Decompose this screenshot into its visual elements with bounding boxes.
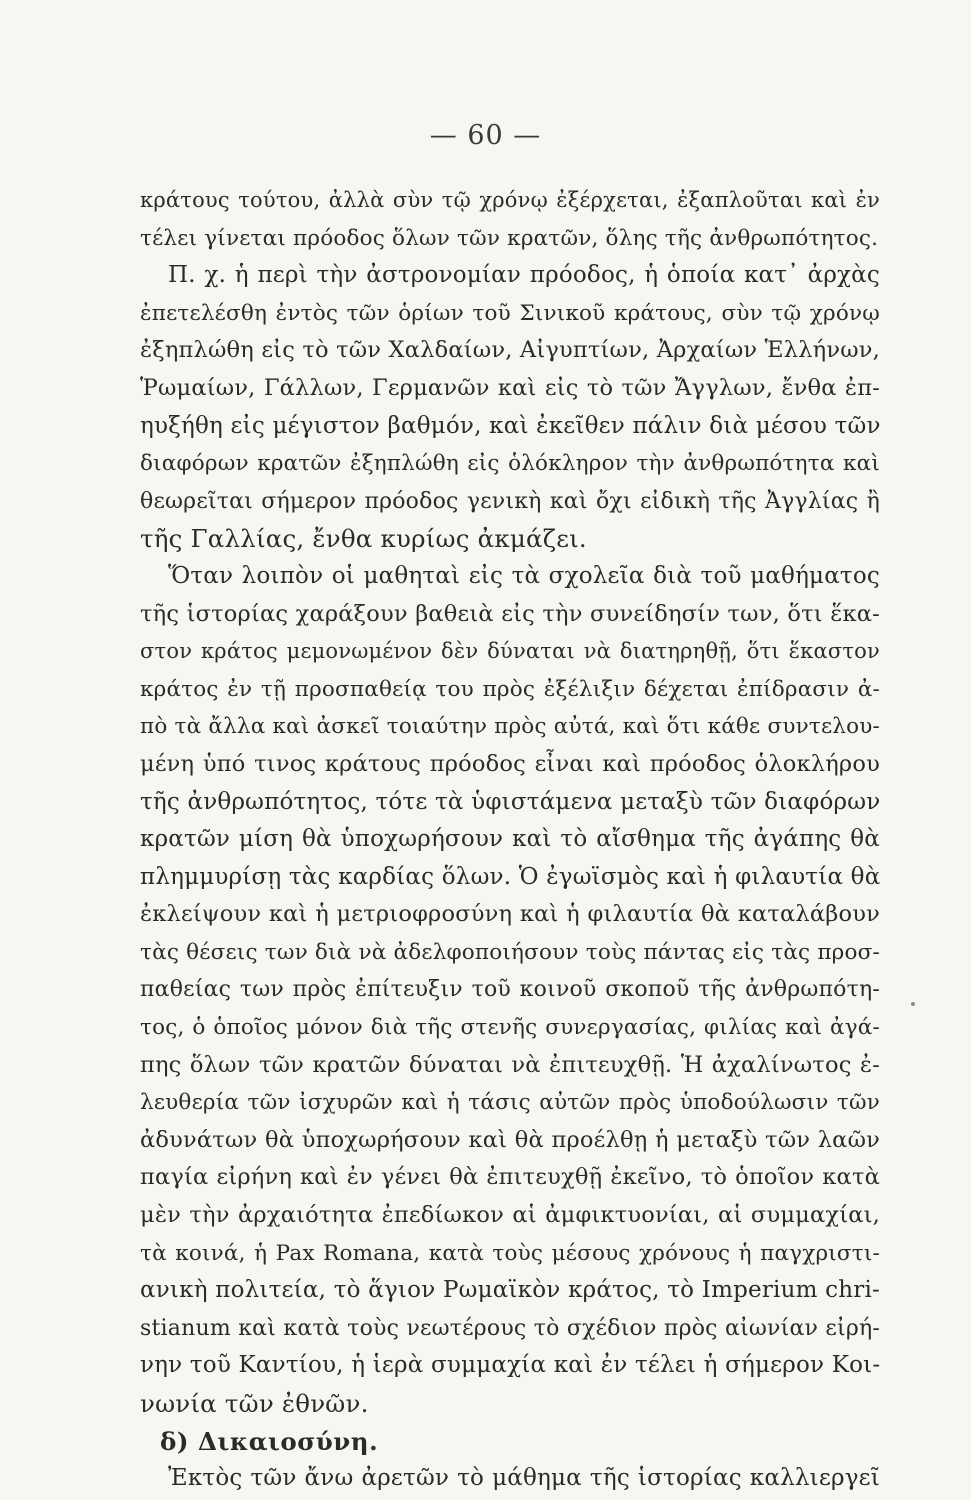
text-line: θεωρεῖται σήμερον πρόοδος γενικὴ καὶ ὄχι εἰδικὴ τῆς Ἀγγλίας ἢ <box>140 488 880 514</box>
page-number: — 60 — <box>429 120 542 151</box>
text-line: τέλει γίνεται πρόοδος ὅλων τῶν κρατῶν, ὅλης τῆς ἀνθρωπότητος. <box>140 225 879 251</box>
text-line: στον κράτος μεμονωμένον δὲν δύναται νὰ διατηρηθῇ, ὅτι ἕκαστον <box>140 639 880 664</box>
text-line: πὸ τὰ ἄλλα καὶ ἀσκεῖ τοιαύτην πρὸς αὐτά, καὶ ὅτι κάθε συντελου- <box>140 714 880 740</box>
text-line: τὰς θέσεις των διὰ νὰ ἀδελφοποιήσουν τοὺς πάντας εἰς τὰς προσ- <box>140 939 880 965</box>
text-line: κράτος ἐν τῇ προσπαθείᾳ του πρὸς ἐξέλιξιν δέχεται ἐπίδρασιν ἀ- <box>140 676 880 702</box>
text-line: τος, ὁ ὁποῖος μόνον διὰ τῆς στενῆς συνεργασίας, φιλίας καὶ ἀγά- <box>140 1015 880 1041</box>
text-line: νην τοῦ Καντίου, ἡ ἱερὰ συμμαχία καὶ ἐν τέλει ἡ σήμερον Κοι- <box>140 1352 881 1379</box>
text-line: ἀδυνάτων θὰ ὑποχωρήσουν καὶ θὰ προέλθῃ ἡ μεταξὺ τῶν λαῶν <box>140 1126 880 1153</box>
text-line: ἐξηπλώθη εἰς τὸ τῶν Χαλδαίων, Αἰγυπτίων, Ἀρχαίων Ἑλλήνων, <box>140 337 880 364</box>
text-line: πης ὅλων τῶν κρατῶν δύναται νὰ ἐπιτευχθῇ. Ἡ ἀχαλίνωτος ἐ- <box>140 1051 880 1078</box>
text-line: ἐπετελέσθη ἐντὸς τῶν ὁρίων τοῦ Σινικοῦ κράτους, σὺν τῷ χρόνῳ <box>140 300 880 326</box>
text-line: stianum καὶ κατὰ τοὺς νεωτέρους τὸ σχέδιον πρὸς αἰωνίαν εἰρή- <box>140 1315 880 1341</box>
text-line: μένη ὑπό τινος κράτους πρόοδος εἶναι καὶ πρόοδος ὁλοκλήρου <box>140 750 880 777</box>
text-line: παθείας των πρὸς ἐπίτευξιν τοῦ κοινοῦ σκοποῦ τῆς ἀνθρωπότη- <box>140 977 880 1003</box>
text-line: παγία εἰρήνη καὶ ἐν γένει θὰ ἐπιτευχθῇ ἐκεῖνο, τὸ ὁποῖον κατὰ <box>140 1164 880 1191</box>
text-line: λευθερία τῶν ἰσχυρῶν καὶ ἡ τάσις αὐτῶν πρὸς ὑποδούλωσιν τῶν <box>140 1090 880 1116</box>
text-line: κράτους τούτου, ἀλλὰ σὺν τῷ χρόνῳ ἐξέρχεται, ἐξαπλοῦται καὶ ἐν <box>140 188 880 212</box>
text-line: Ὅταν λοιπὸν οἱ μαθηταὶ εἰς τὰ σχολεῖα διὰ τοῦ μαθήματος <box>168 562 880 589</box>
text-line: τὰ κοινά, ἡ Pax Romana, κατὰ τοὺς μέσους χρόνους ἡ παγχριστι- <box>140 1240 880 1266</box>
text-line: τῆς ἱστορίας χαράξουν βαθειὰ εἰς τὴν συνείδησίν των, ὅτι ἕκα- <box>140 600 880 627</box>
text-line: πλημμυρίσῃ τὰς καρδίας ὅλων. Ὁ ἐγωϊσμὸς καὶ ἡ φιλαυτία θὰ <box>140 863 881 890</box>
text-line: κρατῶν μίση θὰ ὑποχωρήσουν καὶ τὸ αἴσθημα τῆς ἀγάπης θὰ <box>140 826 880 853</box>
text-line: Π. χ. ἡ περὶ τὴν ἀστρονομίαν πρόοδος, ἡ ὁποία κατ᾽ ἀρχὰς <box>168 262 880 289</box>
text-line: νωνία τῶν ἐθνῶν. <box>140 1389 369 1418</box>
text-line: μὲν τὴν ἀρχαιότητα ἐπεδίωκον αἱ ἀμφικτυονίαι, αἱ συμμαχίαι, <box>140 1202 880 1229</box>
text-line: ἐκλείψουν καὶ ἡ μετριοφροσύνη καὶ ἡ φιλαυτία θὰ καταλάβουν <box>140 901 880 928</box>
body-text <box>140 182 880 1498</box>
text-line: ανικὴ πολιτεία, τὸ ἅγιον Ρωμαϊκὸν κράτος, τὸ Imperium chri- <box>140 1277 880 1304</box>
section-heading: δ) Δικαιοσύνη. <box>160 1426 379 1456</box>
text-line: διαφόρων κρατῶν ἐξηπλώθη εἰς ὁλόκληρον τὴν ἀνθρωπότητα καὶ <box>140 451 880 477</box>
margin-mark <box>911 1002 915 1006</box>
text-line: τῆς ἀνθρωπότητος, τότε τὰ ὑφιστάμενα μεταξὺ τῶν διαφόρων <box>140 788 881 815</box>
text-line: Ῥωμαίων, Γάλλων, Γερμανῶν καὶ εἰς τὸ τῶν Ἄγγλων, ἔνθα ἐπ- <box>140 374 880 401</box>
text-line: ηυξήθη εἰς μέγιστον βαθμόν, καὶ ἐκεῖθεν πάλιν διὰ μέσου τῶν <box>140 412 881 439</box>
text-line: Ἐκτὸς τῶν ἄνω ἀρετῶν τὸ μάθημα τῆς ἱστορίας καλλιεργεῖ <box>168 1465 880 1492</box>
text-line: τῆς Γαλλίας, ἔνθα κυρίως ἀκμάζει. <box>140 524 587 554</box>
